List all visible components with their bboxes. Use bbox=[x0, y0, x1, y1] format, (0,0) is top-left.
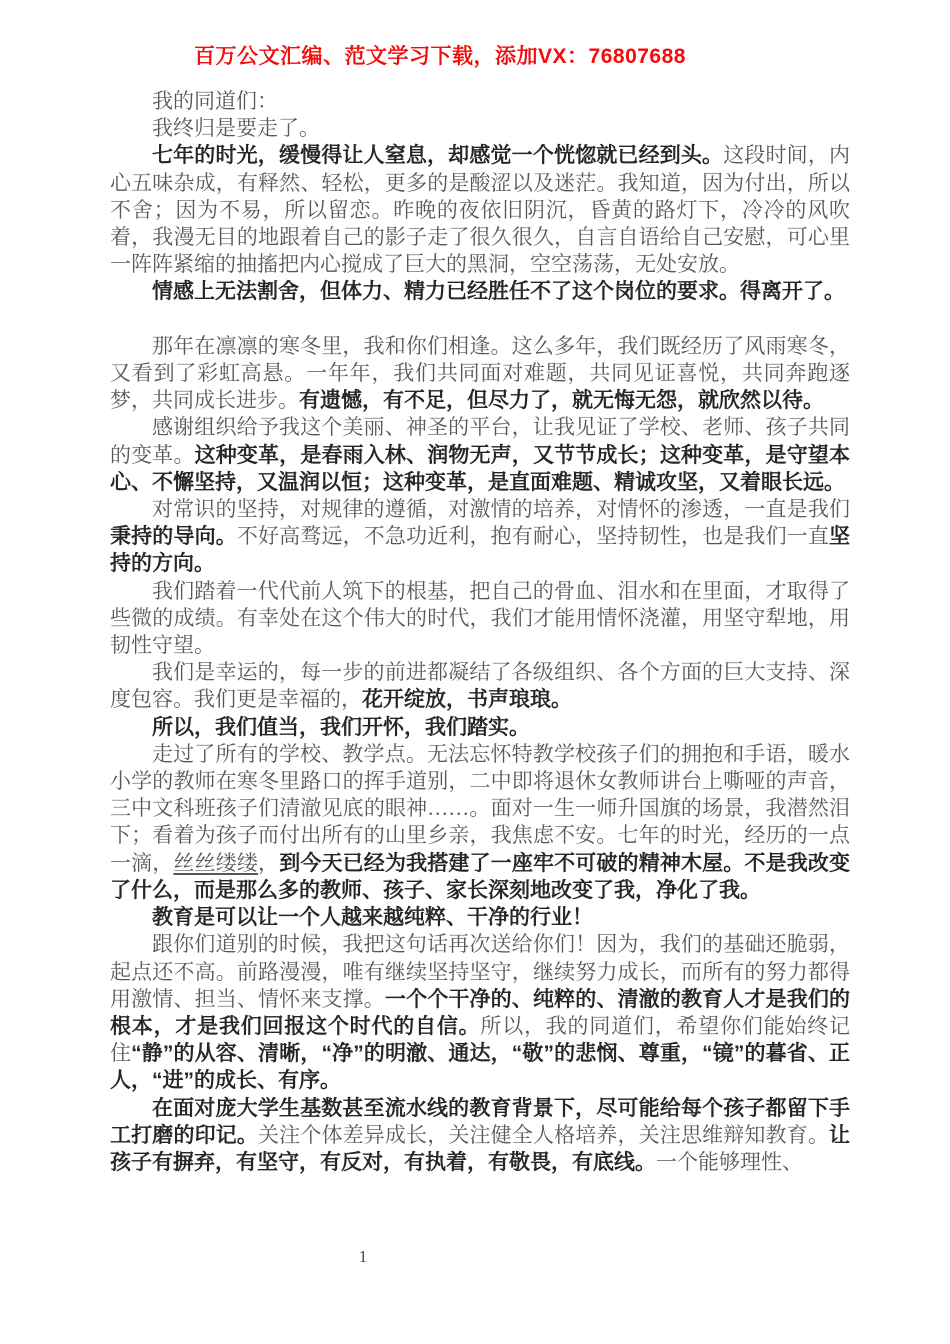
text-run: 花开绽放，书声琅琅。 bbox=[362, 688, 572, 712]
text-run: 坚持的方向。 bbox=[110, 525, 851, 576]
text-run: 关注个体差异成长，关注健全人格培养，关注思维辩知教育。 bbox=[258, 1122, 829, 1147]
text-run: 七年的时光，缓慢得让人窒息，却感觉一个恍惚就已经到头。 bbox=[152, 144, 724, 168]
text-run: 到今天已经为我搭建了一座牢不可破的精神木屋。不是我改变了什么，而是那么多的教师、孩子、家长深刻地改变了我，净化了我。 bbox=[110, 851, 851, 902]
paragraph bbox=[110, 931, 850, 1094]
text-run: 一个能够理性、 bbox=[656, 1149, 803, 1174]
document-body bbox=[110, 88, 850, 1176]
text-run: 让孩子有摒弃，有坚守，有反对，有执着，有敬畏，有底线。 bbox=[110, 1123, 850, 1174]
text-run: 我们踏着一代代前人筑下的根基，把自己的骨血、泪水和在里面，才取得了些微的成绩。有幸处在这个伟大的时代，我们才能用情怀浇灌，用坚守犁地，用韧性守望。 bbox=[110, 578, 850, 658]
text-run: 教育是可以让一个人越来越纯粹、干净的行业！ bbox=[152, 906, 593, 930]
text-run: 对常识的坚持，对规律的遵循，对激情的培养，对情怀的渗透，一直是我们 bbox=[152, 497, 850, 522]
text-run: 我终归是要走了。 bbox=[152, 116, 320, 141]
text-run: 这种变革，是春雨入林、润物无声，又节节成长；这种变革，是守望本心、不懈坚持，又温润以恒；这种变革，是直面难题、精诚攻坚，又着眼长远。 bbox=[110, 443, 851, 494]
text-run: 有遗憾，有不足，但尽力了，就无悔无怨，就欣然以待。 bbox=[299, 389, 824, 413]
paragraph bbox=[110, 142, 850, 278]
text-run: 情感上无法割舍，但体力、精力已经胜任不了这个岗位的要求。得离开了。 bbox=[152, 280, 845, 304]
text-run: 所以，我们值当，我们开怀，我们踏实。 bbox=[152, 715, 530, 739]
text-run: 不好高骛远，不急功近利，抱有耐心，坚持韧性，也是我们一直 bbox=[236, 524, 830, 549]
text-run: 在面对庞大学生基数甚至流水线的教育背景下，尽可能给每个孩子都留下手工打磨的印记。 bbox=[110, 1096, 850, 1147]
paragraph bbox=[110, 904, 850, 931]
text-run: 感谢组织给予我这个美丽、神圣的平台，让我见证了学校、老师、孩子共同的变革。 bbox=[110, 415, 850, 467]
paragraph bbox=[110, 414, 850, 496]
text-run: 一个个干净的、纯粹的、清澈的教育人才是我们的根本，才是我们回报这个时代的自信。 bbox=[110, 987, 851, 1038]
text-run: “静”的从容、清晰，“净”的明澈、通达，“敬”的悲悯、尊重，“镜”的暮省、正人，“进”的成长、有序。 bbox=[110, 1042, 851, 1093]
text-run: 我们是幸运的，每一步的前进都凝结了各级组织、各个方面的巨大支持、深度包容。我们更是幸福的， bbox=[110, 660, 850, 712]
text-run: ， bbox=[258, 850, 280, 875]
paragraph bbox=[110, 741, 850, 904]
paragraph bbox=[110, 496, 850, 578]
paragraph bbox=[110, 278, 850, 305]
text-run: 所以，我的同道们，希望你们能始终记住 bbox=[110, 1013, 851, 1066]
page-number: 1 bbox=[358, 1247, 368, 1266]
promo-header bbox=[0, 44, 880, 70]
text-run: 丝丝缕缕 bbox=[173, 850, 259, 875]
paragraph bbox=[110, 714, 850, 741]
blank-line bbox=[110, 306, 850, 333]
paragraph bbox=[110, 1095, 850, 1177]
paragraph bbox=[110, 333, 850, 415]
promo-header-text: 百万公文汇编、范文学习下载，添加VX：76807688 bbox=[194, 45, 686, 68]
text-run: 秉持的导向。 bbox=[110, 525, 237, 549]
text-run: 那年在凛凛的寒冬里，我和你们相逢。这么多年，我们既经历了风雨寒冬，又看到了彩虹高悬。一年年，我们共同面对难题，共同见证喜悦，共同奔跑逐梦，共同成长进步。 bbox=[110, 333, 850, 413]
paragraph bbox=[110, 659, 850, 713]
paragraph bbox=[110, 88, 850, 115]
text-run: 这段时间，内心五味杂成，有释然、轻松，更多的是酸涩以及迷茫。我知道，因为付出，所以不舍；因为不易，所以留恋。昨晚的夜依旧阴沉，昏黄的路灯下，冷冷的风吹着，我漫无目的地跟着自己的影子走了很久很久，自言自语给自己安慰，可心里一阵阵紧缩的抽搐把内心搅成了巨大的黑洞，空空荡荡，无处安放。 bbox=[110, 143, 850, 277]
paragraph bbox=[110, 578, 850, 660]
paragraph bbox=[110, 115, 850, 142]
text-run: 我的同道们： bbox=[152, 89, 278, 113]
text-run: 跟你们道别的时候，我把这句话再次送给你们！因为，我们的基础还脆弱，起点还不高。前路漫漫，唯有继续坚持坚守，继续努力成长，而所有的努力都得用激情、担当、情怀来支撑。 bbox=[110, 932, 850, 1011]
text-run: 走过了所有的学校、教学点。无法忘怀特教学校孩子们的拥抱和手语，暖水小学的教师在寒冬里路口的挥手道别，二中即将退休女教师讲台上嘶哑的声音，三中文科班孩子们清澈见底的眼神……。面对一生一师升国旗的场景，我潜然泪下；看着为孩子而付出所有的山里乡亲，我焦虑不安。七年的时光，经历的一点一滴， bbox=[110, 741, 850, 875]
